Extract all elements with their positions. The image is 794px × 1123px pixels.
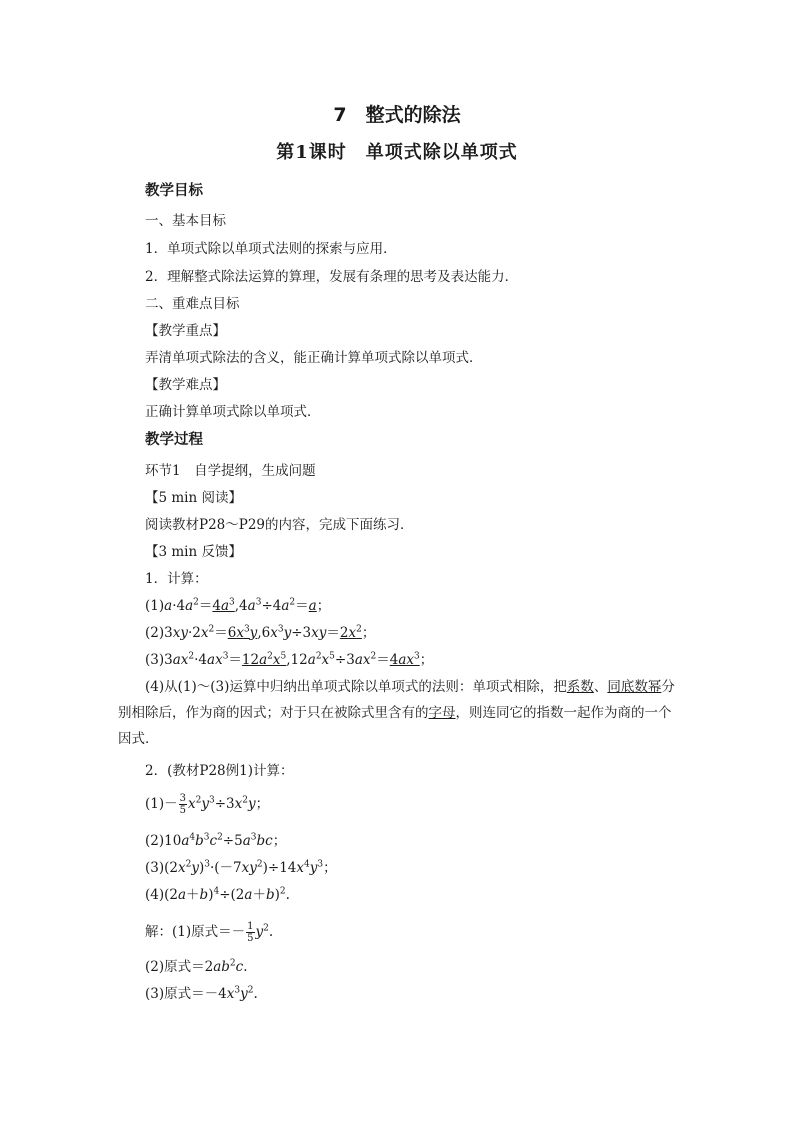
question-1: 1．计算： xyxy=(145,571,208,587)
feedback-label: 【3 min 反馈】 xyxy=(145,544,242,560)
blank-same-base-power: 同底数幂 xyxy=(607,679,662,695)
lesson-subtitle: 第1课时 单项式除以单项式 xyxy=(276,142,518,163)
solution-3: (3)原式$=-4x^3y^2$. xyxy=(145,985,258,1002)
formula-1-1: $(1)a\cdot 4a^2=4a^3,4a^3\div 4a^2=a$； xyxy=(145,597,331,614)
formula-1-2: $(2)3xy\cdot 2x^2=6x^3y,6x^3y\div 3xy=2x^2$； xyxy=(145,624,376,641)
solution-1: 解：(1)原式＝－ $\frac{1}{5}$ $y^2$. xyxy=(145,921,274,944)
solution-2: (2)原式$=2ab^2c$. xyxy=(145,958,248,975)
question-2: 2．(教材P28例1)计算： xyxy=(145,763,294,779)
rule-paragraph: (4)从(1)～(3)运算中归纳出单项式除以单项式的法则：单项式相除，把系数、同底数幂分别相除后，作为商的因式；对于只在被除式里含有的字母，则连同它的指数一起作为商的一个因式． xyxy=(118,679,675,747)
goal-item-2: 2．理解整式除法运算的算理，发展有条理的思考及表达能力． xyxy=(145,269,519,285)
section-teaching-process: 教学过程 xyxy=(145,432,203,448)
formula-1-3: $(3)3ax^2\cdot 4ax^3=12a^2x^5,12a^2x^5\div 3ax^2=4ax^3$； xyxy=(145,651,434,668)
formula-2-3: $(3)(2x^2y)^3\cdot(-7xy^2)\div 14x^4y^3$； xyxy=(145,859,337,876)
key-point-label: 【教学重点】 xyxy=(145,323,226,339)
blank-coefficient: 系数 xyxy=(566,679,594,695)
reading-label: 【5 min 阅读】 xyxy=(145,490,242,506)
key-point-text: 弄清单项式除法的含义，能正确计算单项式除以单项式． xyxy=(145,350,483,366)
section-teaching-goals: 教学目标 xyxy=(145,183,203,199)
blank-letter: 字母 xyxy=(428,705,456,721)
reading-text: 阅读教材P28～P29的内容，完成下面练习． xyxy=(145,517,414,533)
formula-2-1: (1)－ $\frac{3}{5}$ $x^2y^3\div 3x^2y$； xyxy=(145,793,270,816)
key-goals-heading: 二、重难点目标 xyxy=(145,296,240,312)
difficulty-text: 正确计算单项式除以单项式． xyxy=(145,404,321,420)
goal-item-1: 1．单项式除以单项式法则的探索与应用． xyxy=(145,241,397,257)
basic-goals-heading: 一、基本目标 xyxy=(145,213,226,229)
difficulty-label: 【教学难点】 xyxy=(145,377,226,393)
page-title: 7 整式的除法 xyxy=(333,104,461,126)
formula-2-2: $(2)10a^4b^3c^2\div 5a^3bc$； xyxy=(145,832,287,849)
formula-2-4: $(4)(2a+b)^4\div(2a+b)^2$. xyxy=(145,886,290,903)
step-1-heading: 环节1 自学提纲，生成问题 xyxy=(145,463,316,479)
